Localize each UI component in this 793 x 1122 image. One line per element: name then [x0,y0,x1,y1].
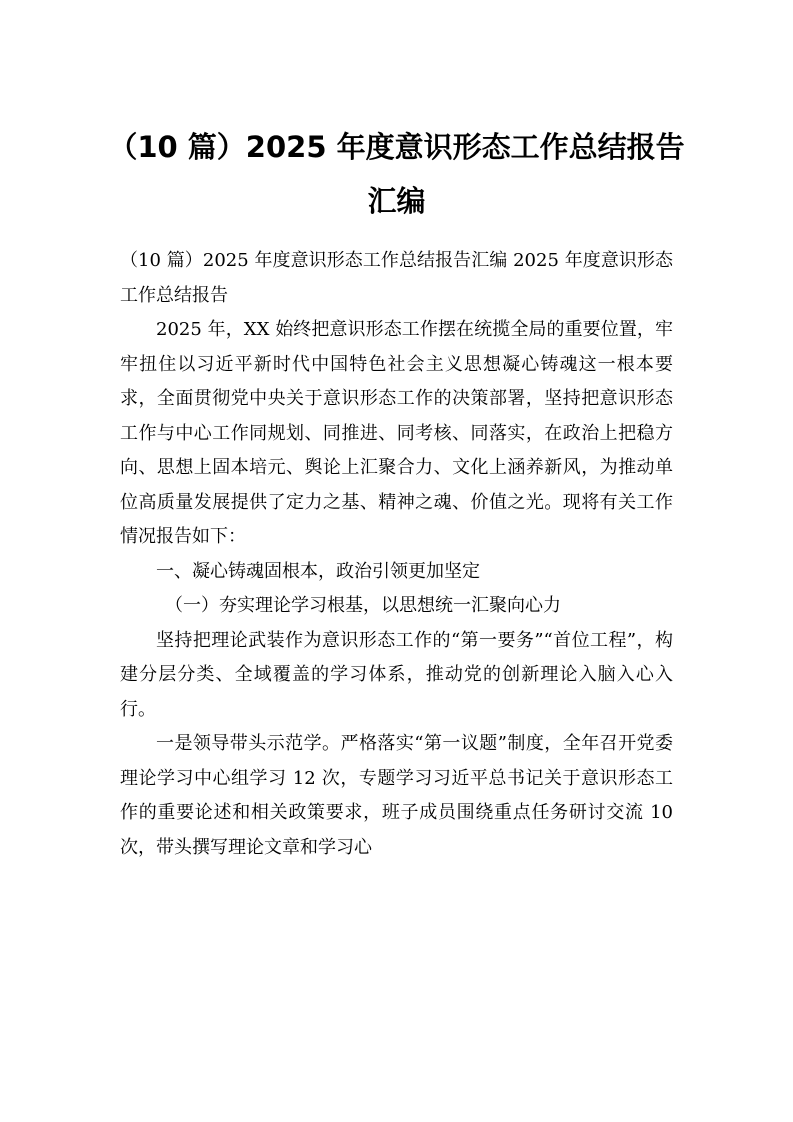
paragraph-intro: （10 篇）2025 年度意识形态工作总结报告汇编 2025 年度意识形态工作总结报告 [120,250,673,306]
paragraph-leadership-study: 一是领导带头示范学。严格落实“第一议题”制度，全年召开党委理论学习中心组学习 12 次，专题学习习近平总书记关于意识形态工作的重要论述和相关政策要求，班子成员围绕重点任务研讨交流 10 次，带头撰写理论文章和学习心 [120,733,673,858]
document-title: （10 篇）2025 年度意识形态工作总结报告汇编 [108,130,685,218]
paragraph-overview: 2025 年，XX 始终把意识形态工作摆在统揽全局的重要位置，牢牢扭住以习近平新时代中国特色社会主义思想凝心铸魂这一根本要求，全面贯彻党中央关于意识形态工作的决策部署，坚持把意识形态工作与中心工作同规划、同推进、同考核、同落实，在政治上把稳方向、思想上固本培元、舆论上汇聚合力、文化上涵养新风，为推动单位高质量发展提供了定力之基、精神之魂、价值之光。现将有关工作情况报告如下： [120,319,673,547]
subsection-heading: （一）夯实理论学习根基，以思想统一汇聚向心力 [165,595,561,616]
section-heading: 一、凝心铸魂固根本，政治引领更加坚定 [156,560,480,582]
document-body [120,244,673,865]
paragraph-theory-study: 坚持把理论武装作为意识形态工作的“第一要务”“首位工程”，构建分层分类、全域覆盖的学习体系，推动党的创新理论入脑入心入行。 [120,629,673,720]
